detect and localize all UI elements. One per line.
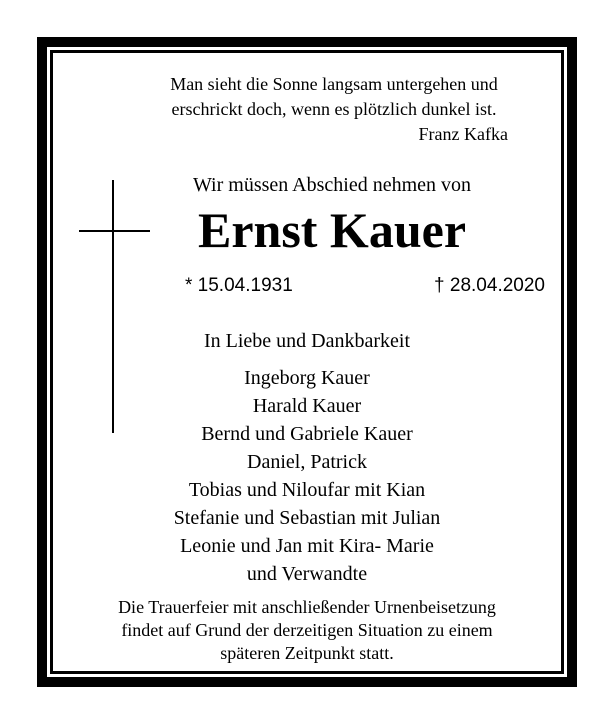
mourner-line: Ingeborg Kauer — [244, 367, 370, 389]
birth-date: * 15.04.1931 — [185, 275, 293, 296]
mourner-line: Harald Kauer — [252, 395, 362, 417]
quote-line-2: erschrickt doch, wenn es plötzlich dunkel ist. — [171, 99, 497, 119]
quote-attribution: Franz Kafka — [418, 124, 508, 144]
footer-line-3: späteren Zeitpunkt statt. — [220, 643, 394, 663]
mourning-intro: In Liebe und Dankbarkeit — [203, 330, 411, 352]
mourner-line: und Verwandte — [246, 563, 368, 585]
footer-line-1: Die Trauerfeier mit anschließender Urnenbeisetzung — [118, 597, 496, 617]
mourner-line: Leonie und Jan mit Kira- Marie — [180, 535, 434, 557]
mourner-line: Daniel, Patrick — [247, 451, 367, 473]
notice-content — [53, 53, 561, 671]
deceased-name: Ernst Kauer — [197, 202, 467, 258]
mourner-line: Bernd und Gabriele Kauer — [201, 423, 413, 445]
mourners-block — [53, 327, 561, 588]
intro-line: Wir müssen Abschied nehmen von — [192, 174, 472, 196]
quote-block — [145, 72, 523, 147]
dates-row — [103, 275, 561, 297]
notice-outer-border — [37, 37, 577, 687]
mourner-line: Stefanie und Sebastian mit Julian — [173, 507, 441, 529]
mourner-line: Tobias und Niloufar mit Kian — [188, 479, 426, 501]
notice-inner-border — [50, 50, 564, 674]
footer-paragraph — [53, 596, 561, 665]
death-date: † 28.04.2020 — [434, 275, 545, 296]
footer-line-2: findet auf Grund der derzeitigen Situation zu einem — [121, 620, 493, 640]
quote-line-1: Man sieht die Sonne langsam untergehen und — [170, 74, 498, 94]
